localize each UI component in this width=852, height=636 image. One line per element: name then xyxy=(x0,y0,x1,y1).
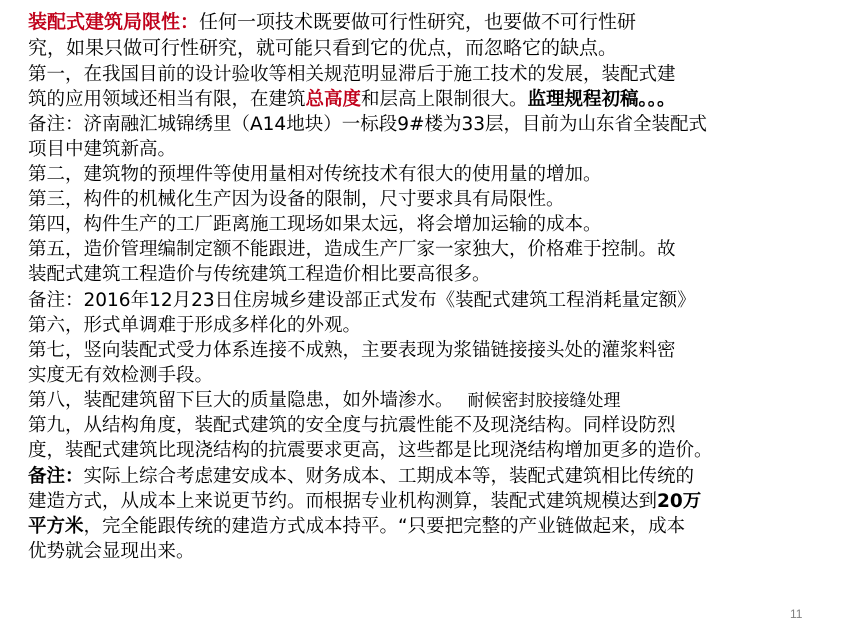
point-8 xyxy=(28,388,828,414)
note-2: 备注：2016年12月23日住房城乡建设部正式发布《装配式建筑工程消耗量定额》 xyxy=(28,290,696,311)
point-8-text: 第八，装配建筑留下巨大的质量隐患，如外墙渗水。 xyxy=(28,390,454,411)
point-9-line-2: 度，装配式建筑比现浇结构的抗震要求更高，这些都是比现浇结构增加更多的造价。 xyxy=(28,440,713,461)
scale-highlight: 20万 xyxy=(657,491,702,512)
page-number: 11 xyxy=(790,607,803,621)
point-1-line-2 xyxy=(28,87,828,112)
note-1-line-2: 项目中建筑新高。 xyxy=(28,139,177,160)
heading-intro: 任何一项技术既要做可行性研究，也要做不可行性研 xyxy=(199,11,637,33)
note-3-text-3: ，完全能跟传统的建造方式成本持平。“只要把完整的产业链做起来，成本 xyxy=(83,516,686,537)
point-5-line-1: 第五，造价管理编制定额不能跟进，造成生产厂家一家独大，价格难于控制。故 xyxy=(28,239,676,260)
note-3-text: 实际上综合考虑建安成本、财务成本、工期成本等，装配式建筑相比传统的 xyxy=(83,466,695,487)
point-2: 第二，建筑物的预埋件等使用量相对传统技术有很大的使用量的增加。 xyxy=(28,164,602,185)
point-6: 第六，形式单调难于形成多样化的外观。 xyxy=(28,315,362,336)
note-3-text-2: 建造方式，从成本上来说更节约。而根据专业机构测算，装配式建筑规模达到 xyxy=(28,491,658,512)
supervision-draft-highlight: 监理规程初稿。。。 xyxy=(527,89,676,110)
unit-highlight: 平方米 xyxy=(28,516,84,537)
point-1-text: 筑的应用领域还相当有限，在建筑 xyxy=(28,89,306,110)
point-5-line-2: 装配式建筑工程造价与传统建筑工程造价相比要高很多。 xyxy=(28,264,491,285)
point-1-line-1: 第一，在我国目前的设计验收等相关规范明显滞后于施工技术的发展，装配式建 xyxy=(28,64,676,85)
point-1-text-2: 和层高上限制很大。 xyxy=(361,89,528,110)
point-7-line-2: 实度无有效检测手段。 xyxy=(28,365,214,386)
handwritten-annotation: 耐候密封胶接缝处理 xyxy=(467,391,621,411)
note-1-line-1: 备注：济南融汇城锦绣里（A14地块）一标段9#楼为33层，目前为山东省全装配式 xyxy=(28,114,708,135)
total-height-highlight: 总高度 xyxy=(305,89,362,110)
heading-line-1 xyxy=(28,10,828,35)
heading-line-2: 究，如果只做可行性研究，就可能只看到它的优点，而忽略它的缺点。 xyxy=(28,37,618,59)
heading-title: 装配式建筑局限性： xyxy=(28,11,200,33)
point-7-line-1: 第七，竖向装配式受力体系连接不成熟，主要表现为浆锚链接接头处的灌浆料密 xyxy=(28,340,676,361)
point-9-line-1: 第九，从结构角度，装配式建筑的安全度与抗震性能不及现浇结构。同样设防烈 xyxy=(28,415,676,436)
point-3: 第三，构件的机械化生产因为设备的限制，尺寸要求具有局限性。 xyxy=(28,189,565,210)
note-3-line-1 xyxy=(28,464,828,489)
note-3-line-4: 优势就会显现出来。 xyxy=(28,541,195,562)
note-3-line-3 xyxy=(28,514,828,539)
point-4: 第四，构件生产的工厂距离施工现场如果太远，将会增加运输的成本。 xyxy=(28,214,602,235)
note-3-line-2 xyxy=(28,489,828,514)
note-3-label: 备注： xyxy=(28,466,84,487)
